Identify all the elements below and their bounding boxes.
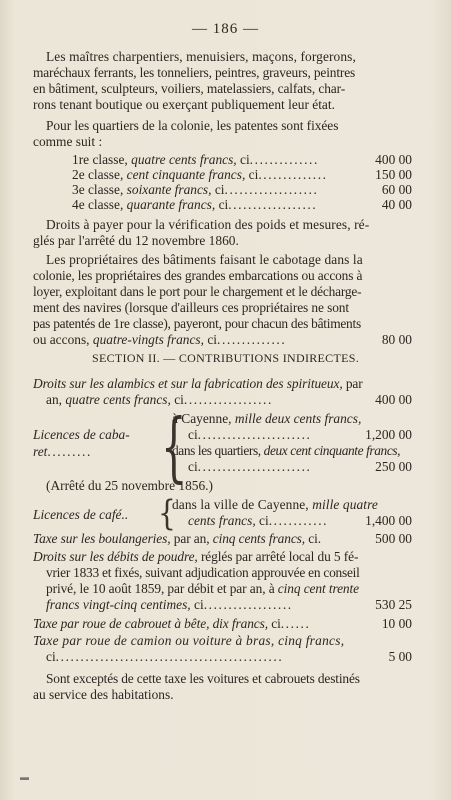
text-line: colonie, les propriétaires des grandes embarcations ou accons à <box>33 268 363 283</box>
amount: 10 00 <box>381 616 412 631</box>
ink-speck: ▬ <box>20 772 29 782</box>
text-line: ou accons, quatre-vingts francs, ci.............. <box>33 332 287 347</box>
text-line: francs vingt-cinq centimes, ci.................. <box>46 597 293 612</box>
class-amount-words: cent cinquante francs, <box>126 167 246 182</box>
text-line: comme suit : <box>33 134 103 149</box>
text-line: à Cayenne, mille deux cents francs, <box>172 411 362 426</box>
text-line: privé, le 10 août 1859, par débit et par an, à cinq cent trente <box>46 581 359 596</box>
text-line: Taxe sur les boulangeries, par an, cinq cents francs, ci. <box>33 531 322 546</box>
amount: 500 00 <box>375 531 412 546</box>
amount: 400 00 <box>375 392 412 407</box>
section-heading: SECTION II. — CONTRIBUTIONS INDIRECTES. <box>91 351 360 365</box>
text-line: pas patentés de 1re classe), payeront, pour chacun des bâtiments <box>33 316 361 331</box>
text-line: glés par l'arrêté du 12 novembre 1860. <box>33 233 239 248</box>
decree-reference: (Arrêté du 25 novembre 1856.) <box>46 478 213 493</box>
text-line: Sont exceptés de cette taxe les voitures et cabrouets destinés <box>46 671 360 686</box>
class-row-3: 3e classe, soixante francs, ci................... <box>72 182 319 197</box>
text-line: dans la ville de Cayenne, mille quatre <box>172 497 378 512</box>
text-line: ci....................... <box>188 427 312 442</box>
text-line: Droits sur les alambics et sur la fabrication des spiritueux, par <box>33 376 363 391</box>
text-line: maréchaux ferrants, les tonneliers, peintres, graveurs, peintres <box>33 65 356 80</box>
class-label: 3e classe, <box>72 182 124 197</box>
text-line: loyer, exploitant dans le port pour le chargement et le décharge- <box>33 284 362 299</box>
text-line: ci.............................................. <box>46 649 284 664</box>
amount: 5 00 <box>388 649 412 664</box>
class-label: 1re classe, <box>72 152 128 167</box>
amount: 80 00 <box>381 332 412 347</box>
class-label: 4e classe, <box>72 197 124 212</box>
class-amount-words: soixante francs, <box>126 182 212 197</box>
amount: 1,400 00 <box>365 513 412 528</box>
text-line: dans les quartiers, deux cent cinquante francs, <box>172 443 401 458</box>
licence-label: ret......... <box>33 444 92 459</box>
class-amount-words: quatre cents francs, <box>131 152 237 167</box>
class-label: 2e classe, <box>72 167 124 182</box>
text-line: Pour les quartiers de la colonie, les patentes sont fixées <box>46 118 339 133</box>
ci-label: ci <box>248 167 259 182</box>
class-amount: 40 00 <box>381 197 412 212</box>
brace-icon: { <box>158 492 176 534</box>
text-line: Les propriétaires des bâtiments faisant le cabotage dans la <box>46 252 363 267</box>
text-line: Les maîtres charpentiers, menuisiers, maçons, forgerons, <box>46 49 356 64</box>
class-amount: 60 00 <box>381 182 412 197</box>
text-line: vrier 1833 et fixés, suivant adjudication approuvée en conseil <box>46 565 360 580</box>
class-amount-words: quarante francs, <box>126 197 216 212</box>
class-row-1: 1re classe, quatre cents francs, ci.............. <box>72 152 319 167</box>
class-row-2: 2e classe, cent cinquante francs, ci.............. <box>72 167 328 182</box>
licence-label: Licences de café.. <box>33 507 129 522</box>
text-line: Taxe par roue de cabrouet à bête, dix francs, ci...... <box>33 616 311 631</box>
text-line: Droits sur les débits de poudre, réglés par arrêté local du 5 fé- <box>33 549 359 564</box>
text-line: Droits à payer pour la vérification des poids et mesures, ré- <box>46 217 370 232</box>
ci-label: ci <box>218 197 229 212</box>
text-line: en bâtiment, sculpteurs, voiliers, matelassiers, calfats, char- <box>33 81 346 96</box>
class-amount: 400 00 <box>375 152 412 167</box>
text-line: cents francs, ci............ <box>188 513 329 528</box>
amount: 1,200 00 <box>365 427 412 442</box>
text-line: ment des navires (lorsque d'ailleurs ces propriétaires ne sont <box>33 300 349 315</box>
class-row-4: 4e classe, quarante francs, ci.................. <box>72 197 318 212</box>
text-line: ci....................... <box>188 459 312 474</box>
text-line: an, quatre cents francs, ci.................. <box>46 392 273 407</box>
amount: 530 25 <box>375 597 412 612</box>
text-line: rons tenant boutique ou exerçant publiquement leur état. <box>33 97 335 112</box>
brace-icon: { <box>161 404 187 492</box>
page-number: — 186 — <box>192 21 259 37</box>
text-line: au service des habitations. <box>33 687 174 702</box>
text-line: Taxe par roue de camion ou voiture à bras, cinq francs, <box>33 633 345 648</box>
licence-label: Licences de caba- <box>33 427 130 442</box>
ci-label: ci <box>240 152 250 167</box>
class-amount: 150 00 <box>375 167 412 182</box>
amount: 250 00 <box>375 459 412 474</box>
ci-label: ci <box>214 182 225 197</box>
